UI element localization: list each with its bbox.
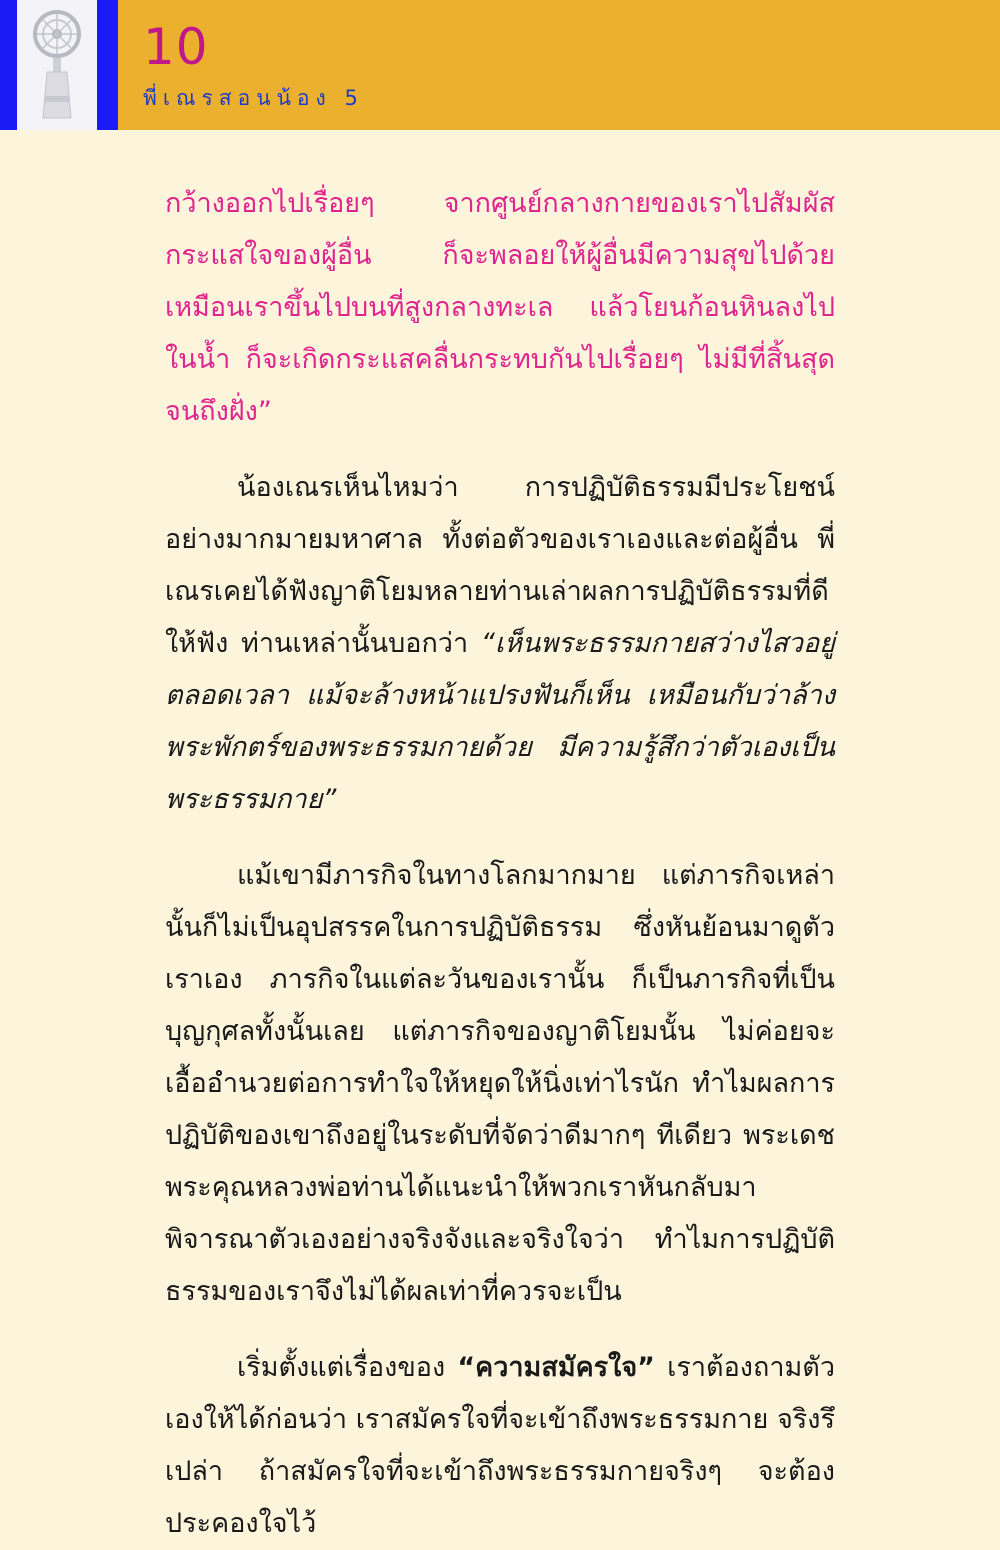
book-title: พี่เณรสอนน้อง 5 bbox=[143, 86, 364, 110]
paragraph-4-emphasis: “ความสมัครใจ” bbox=[457, 1352, 655, 1383]
page-number: 10 bbox=[143, 18, 209, 76]
paragraph-2-quote: “เห็นพระธรรมกายสว่างไสวอยู่ตลอดเวลา แม้จะล้างหน้าแปรงฟันก็เห็น เหมือนกับว่าล้างพระพักตร์ของพระธรรมกายด้วย มีความรู้สึกว่าตัวเองเป็นพระธรรมกาย” bbox=[165, 628, 835, 815]
emblem-panel bbox=[17, 0, 97, 130]
paragraph-4 bbox=[165, 1342, 835, 1550]
paragraph-4-lead: เริ่มตั้งแต่เรื่องของ bbox=[237, 1352, 458, 1383]
paragraph-3: แม้เขามีภารกิจในทางโลกมากมาย แต่ภารกิจเหล่านั้นก็ไม่เป็นอุปสรรคในการปฏิบัติธรรม ซึ่งหันย้อนมาดูตัวเราเอง ภารกิจในแต่ละวันของเรานั้น ก็เป็นภารกิจที่เป็นบุญกุศลทั้งนั้นเลย แต่ภารกิจของญาติโยมนั้น ไม่ค่อยจะเอื้ออำนวยต่อการทำใจให้หยุดให้นิ่งเท่าไรนัก ทำไมผลการปฏิบัติของเขาถึงอยู่ในระดับที่จัดว่าดีมากๆ ทีเดียว พระเดชพระคุณหลวงพ่อท่านได้แนะนำให้พวกเราหันกลับมาพิจารณาตัวเองอย่างจริงจังและจริงใจว่า ทำไมการปฏิบัติธรรมของเราจึงไม่ได้ผลเท่าที่ควรจะเป็น bbox=[165, 860, 835, 1307]
paragraph-4-rest: เราต้องถามตัวเองให้ได้ก่อนว่า เราสมัครใจที่จะเข้าถึงพระธรรมกาย จริงรึเปล่า ถ้าสมัครใจที่จะเข้าถึงพระธรรมกายจริงๆ จะต้องประคองใจไว้ bbox=[165, 1352, 835, 1539]
blue-stripe-left bbox=[0, 0, 17, 130]
quote-continuation: กว้างออกไปเรื่อยๆ จากศูนย์กลางกายของเราไปสัมผัสกระแสใจของผู้อื่น ก็จะพลอยให้ผู้อื่นมีความสุขไปด้วย เหมือนเราขึ้นไปบนที่สูงกลางทะเล แล้วโยนก้อนหินลงไปในน้ำ ก็จะเกิดกระแสคลื่นกระทบกันไปเรื่อยๆ ไม่มีที่สิ้นสุดจนถึงฝั่ง” bbox=[165, 188, 835, 427]
paragraph-2 bbox=[165, 462, 835, 826]
dhammachakra-emblem-icon bbox=[17, 0, 97, 130]
page-body bbox=[165, 178, 835, 1550]
paragraph-2-text: น้องเณรเห็นไหมว่า การปฏิบัติธรรมมีประโยชน์อย่างมากมายมหาศาล ทั้งต่อตัวของเราเองและต่อผู้อื่น พี่เณรเคยได้ฟังญาติโยมหลายท่านเล่าผลการปฏิบัติธรรมที่ดีให้ฟัง ท่านเหล่านั้นบอกว่า bbox=[165, 472, 835, 659]
page-header bbox=[0, 0, 1000, 130]
blue-stripe-right bbox=[97, 0, 118, 130]
